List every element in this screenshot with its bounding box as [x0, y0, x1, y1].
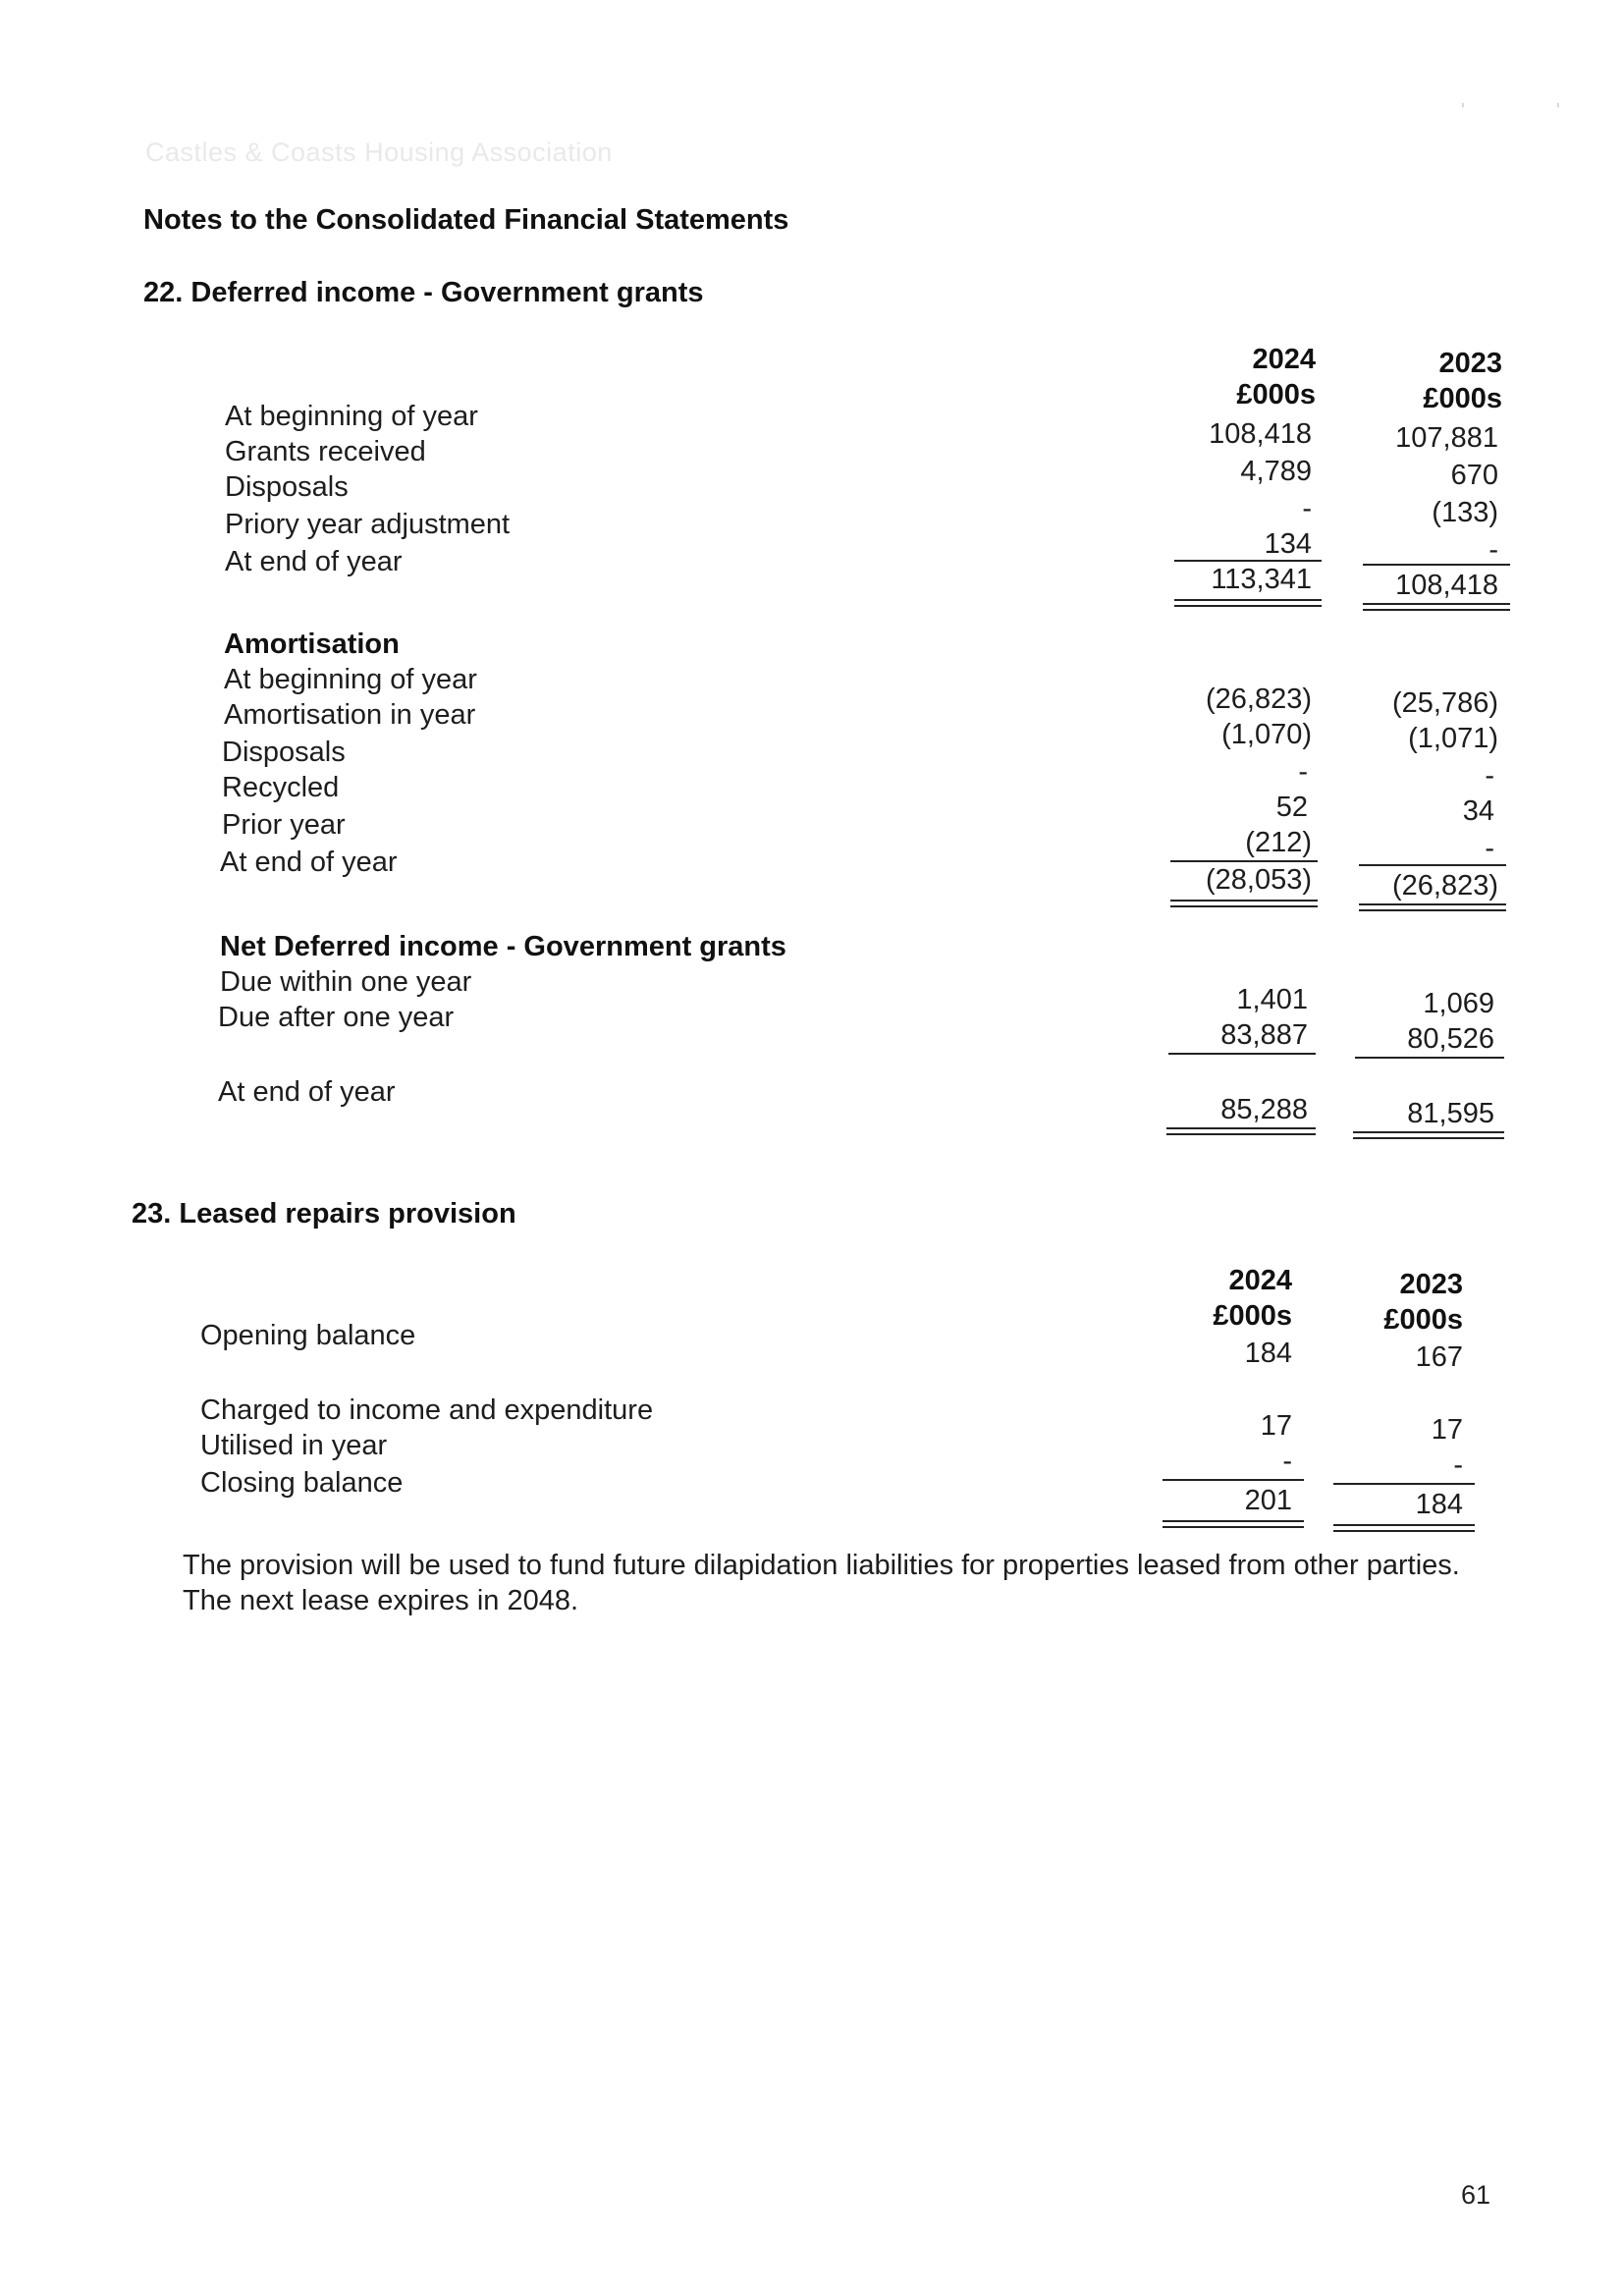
amortisation-row-label: Disposals: [222, 737, 346, 768]
total-double-rule: [1163, 1520, 1304, 1528]
subtotal-rule: [1174, 560, 1322, 562]
subtotal-rule: [1168, 1053, 1316, 1055]
total-double-rule: [1170, 900, 1318, 907]
subtotal-rule: [1170, 860, 1318, 862]
provision-value-2023: 167: [1415, 1341, 1463, 1373]
total-double-rule: [1359, 903, 1506, 911]
grants-value-2023: 107,881: [1395, 422, 1498, 454]
provision-value-2023: -: [1453, 1449, 1463, 1481]
provision-value-2024: 17: [1260, 1410, 1292, 1442]
amortisation-value-2024: (26,823): [1205, 683, 1312, 715]
subtotal-rule: [1333, 1483, 1475, 1485]
grants-row-label: Grants received: [225, 436, 426, 467]
provision-row-label: Opening balance: [200, 1320, 416, 1351]
grants-row-label: Priory year adjustment: [225, 509, 511, 540]
provision-value-2024: 184: [1244, 1338, 1292, 1369]
amortisation-value-2024: -: [1298, 756, 1308, 788]
provision-note-line-2: The next lease expires in 2048.: [183, 1585, 579, 1616]
subtotal-rule: [1355, 1057, 1504, 1059]
amortisation-value-2023: 34: [1462, 795, 1494, 827]
net-value-2023: 80,526: [1407, 1023, 1494, 1055]
net-deferred-income-heading: Net Deferred income - Government grants: [220, 931, 786, 962]
provision-value-2024: 201: [1244, 1485, 1292, 1516]
grants-row-label: At beginning of year: [225, 401, 478, 432]
total-double-rule: [1353, 1131, 1504, 1139]
grants-row-label: At end of year: [225, 546, 403, 577]
provision-value-2023: 184: [1415, 1489, 1463, 1520]
net-total-2023: 81,595: [1407, 1098, 1494, 1129]
amortisation-value-2023: (26,823): [1391, 870, 1498, 902]
total-double-rule: [1363, 603, 1510, 611]
page-number: 61: [1461, 2180, 1491, 2210]
total-double-rule: [1333, 1524, 1475, 1532]
note-23-heading: 23. Leased repairs provision: [132, 1198, 516, 1230]
grants-value-2024: 113,341: [1211, 564, 1312, 595]
column-year-2024: 2024: [1228, 1265, 1292, 1296]
organisation-name: Castles & Coasts Housing Association: [145, 137, 613, 167]
subtotal-rule: [1163, 1479, 1304, 1481]
amortisation-row-label: At beginning of year: [224, 664, 477, 695]
provision-value-2024: -: [1282, 1446, 1292, 1477]
amortisation-row-label: Prior year: [222, 809, 346, 841]
grants-value-2023: -: [1488, 534, 1498, 566]
column-unit-2023: £000s: [1383, 1304, 1463, 1336]
scan-mark: ': [1556, 100, 1560, 122]
amortisation-value-2024: (212): [1245, 827, 1312, 858]
amortisation-value-2024: 52: [1275, 792, 1308, 823]
net-total-2024: 85,288: [1220, 1094, 1308, 1125]
amortisation-value-2023: -: [1485, 833, 1494, 864]
grants-row-label: Disposals: [225, 471, 349, 503]
grants-value-2024: 4,789: [1240, 456, 1312, 487]
total-double-rule: [1166, 1127, 1316, 1135]
amortisation-value-2023: -: [1485, 760, 1494, 792]
grants-value-2024: -: [1302, 493, 1312, 524]
page-title: Notes to the Consolidated Financial Statements: [143, 204, 789, 236]
column-year-2023: 2023: [1438, 348, 1502, 379]
amortisation-row-label: Amortisation in year: [224, 699, 476, 731]
grants-value-2024: 134: [1264, 528, 1312, 560]
net-total-label: At end of year: [218, 1076, 396, 1108]
column-unit-2023: £000s: [1423, 383, 1502, 414]
amortisation-heading: Amortisation: [224, 629, 400, 660]
amortisation-row-label: At end of year: [220, 847, 398, 878]
column-unit-2024: £000s: [1236, 379, 1316, 410]
total-double-rule: [1174, 599, 1322, 607]
column-year-2023: 2023: [1399, 1269, 1463, 1300]
provision-row-label: Charged to income and expenditure: [200, 1394, 654, 1426]
grants-value-2023: (133): [1432, 497, 1498, 528]
provision-row-label: Utilised in year: [200, 1430, 388, 1461]
amortisation-value-2024: (28,053): [1205, 864, 1312, 896]
note-22-heading: 22. Deferred income - Government grants: [143, 277, 704, 308]
net-row-label: Due within one year: [220, 966, 472, 998]
amortisation-value-2024: (1,070): [1221, 719, 1312, 750]
column-unit-2024: £000s: [1213, 1300, 1292, 1332]
subtotal-rule: [1363, 564, 1510, 566]
net-value-2024: 83,887: [1220, 1019, 1308, 1051]
provision-note-line-1: The provision will be used to fund future dilapidation liabilities for properties leased from other parties.: [183, 1550, 1460, 1581]
grants-value-2023: 670: [1450, 460, 1498, 491]
grants-value-2024: 108,418: [1209, 418, 1312, 450]
net-row-label: Due after one year: [218, 1002, 455, 1033]
provision-row-label: Closing balance: [200, 1467, 404, 1499]
amortisation-value-2023: (25,786): [1391, 687, 1498, 719]
grants-value-2023: 108,418: [1395, 570, 1498, 601]
net-value-2024: 1,401: [1236, 984, 1308, 1015]
amortisation-value-2023: (1,071): [1408, 723, 1498, 754]
subtotal-rule: [1359, 864, 1506, 866]
net-value-2023: 1,069: [1423, 988, 1494, 1019]
column-year-2024: 2024: [1252, 344, 1316, 375]
scan-mark: ': [1461, 100, 1465, 122]
provision-value-2023: 17: [1431, 1414, 1463, 1446]
amortisation-row-label: Recycled: [222, 772, 340, 803]
